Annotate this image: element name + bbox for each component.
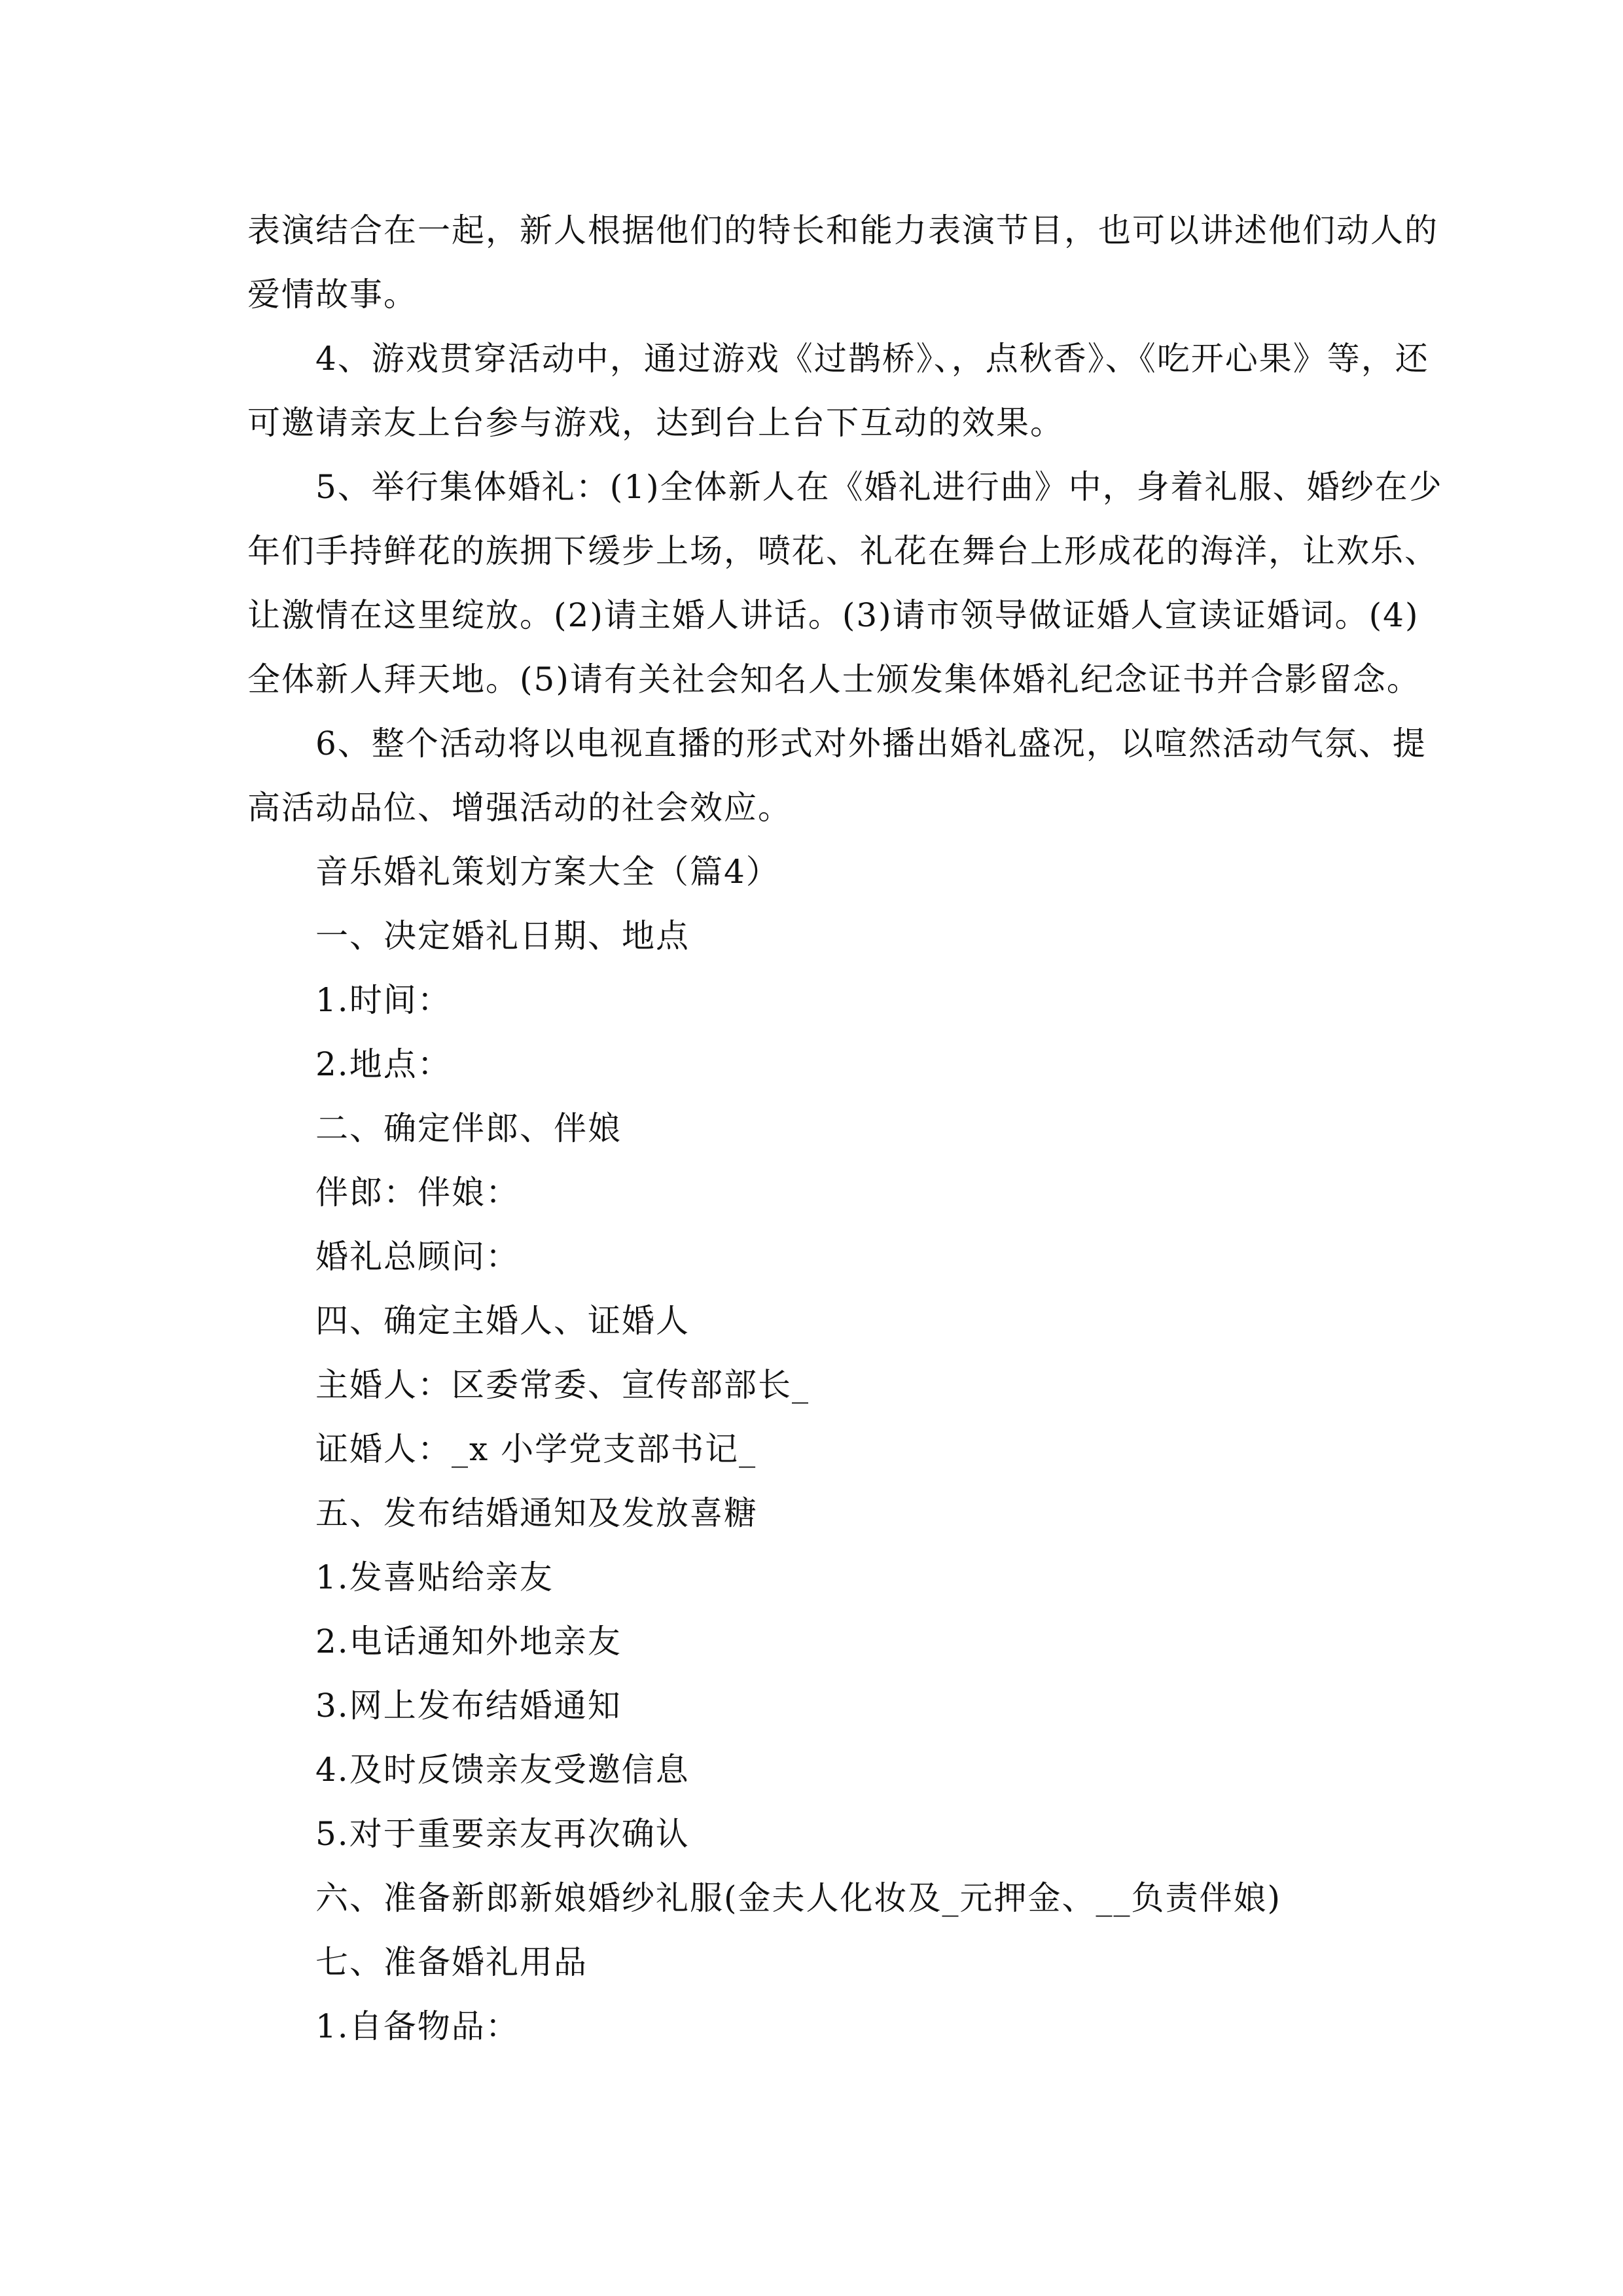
paragraph-line: 年们手持鲜花的族拥下缓步上场，喷花、礼花在舞台上形成花的海洋，让欢乐、 [247, 532, 1438, 570]
list-item: 3.网上发布结婚通知 [315, 1687, 622, 1725]
list-item: 5.对于重要亲友再次确认 [315, 1815, 690, 1853]
paragraph-line: 高活动品位、增强活动的社会效应。 [247, 789, 792, 827]
list-item: 2.地点： [315, 1045, 452, 1083]
section-heading: 六、准备新郎新娘婚纱礼服(金夫人化妆及_元押金、__负责伴娘) [315, 1879, 1282, 1917]
section-heading: 一、决定婚礼日期、地点 [315, 917, 690, 955]
list-item: 主婚人：区委常委、宣传部部长_ [315, 1366, 810, 1404]
list-item: 1.时间： [315, 981, 452, 1019]
paragraph-line: 4、游戏贯穿活动中，通过游戏《过鹊桥》、，点秋香》、《吃开心果》等，还 [315, 340, 1429, 378]
list-item: 婚礼总顾问： [315, 1238, 520, 1276]
paragraph-line: 5、举行集体婚礼：(1)全体新人在《婚礼进行曲》中，身着礼服、婚纱在少 [315, 468, 1443, 506]
section-heading: 五、发布结婚通知及发放喜糖 [315, 1494, 758, 1532]
section-heading: 音乐婚礼策划方案大全（篇4） [315, 853, 780, 891]
paragraph-line: 爱情故事。 [247, 276, 418, 314]
list-item: 1.自备物品： [315, 2007, 520, 2045]
paragraph-line: 可邀请亲友上台参与游戏，达到台上台下互动的效果。 [247, 404, 1064, 442]
paragraph-line: 表演结合在一起，新人根据他们的特长和能力表演节目，也可以讲述他们动人的 [247, 211, 1438, 249]
section-heading: 四、确定主婚人、证婚人 [315, 1302, 690, 1340]
list-item: 1.发喜贴给亲友 [315, 1558, 554, 1596]
list-item: 2.电话通知外地亲友 [315, 1623, 622, 1660]
list-item: 证婚人：_x 小学党支部书记_ [315, 1430, 757, 1468]
list-item: 伴郎：伴娘： [315, 1174, 520, 1211]
section-heading: 七、准备婚礼用品 [315, 1943, 588, 1981]
paragraph-line: 让激情在这里绽放。(2)请主婚人讲话。(3)请市领导做证婚人宣读证婚词。(4) [247, 596, 1419, 634]
paragraph-line: 6、整个活动将以电视直播的形式对外播出婚礼盛况，以喧然活动气氛、提 [315, 725, 1427, 762]
list-item: 4.及时反馈亲友受邀信息 [315, 1751, 690, 1789]
paragraph-line: 全体新人拜天地。(5)请有关社会知名人士颁发集体婚礼纪念证书并合影留念。 [247, 660, 1421, 698]
section-heading: 二、确定伴郎、伴娘 [315, 1109, 622, 1147]
